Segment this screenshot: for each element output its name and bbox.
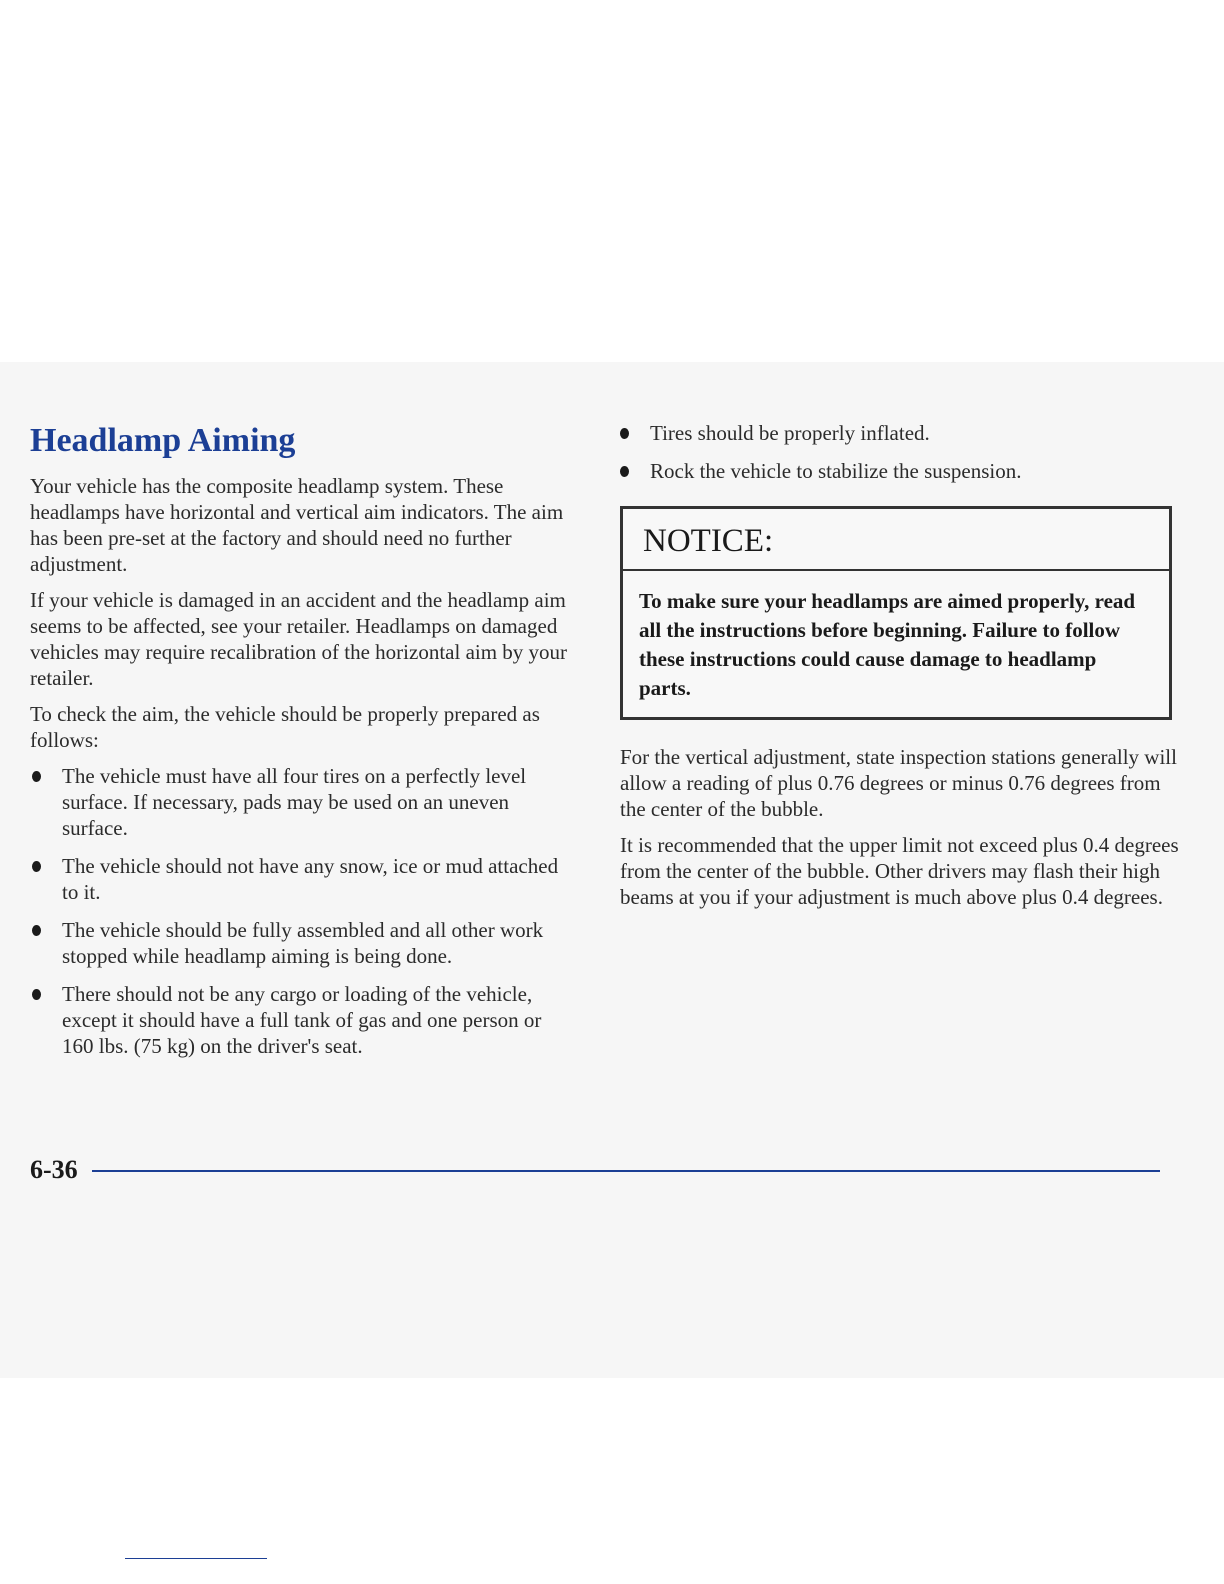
left-column — [30, 422, 575, 1071]
list-item — [30, 917, 575, 969]
bullet-icon — [32, 925, 41, 936]
list-item-text: There should not be any cargo or loading of the vehicle, except it should have a full tank of gas and one person or 160 lbs. (75 kg) on the driver's seat. — [62, 982, 542, 1059]
list-item-text: The vehicle must have all four tires on a perfectly level surface. If necessary, pads may be used on an uneven surface. — [62, 764, 527, 841]
vertical-adjustment-paragraph: For the vertical adjustment, state inspection stations generally will allow a reading of plus 0.76 degrees or minus 0.76 degrees from the center of the bubble. — [620, 745, 1177, 822]
bullet-icon — [620, 428, 629, 439]
bullet-icon — [620, 466, 629, 477]
bullet-icon — [32, 989, 41, 1000]
list-item — [620, 420, 1180, 446]
list-item — [30, 853, 575, 905]
right-column — [620, 420, 1180, 920]
notice-title: NOTICE: — [623, 509, 1169, 571]
list-item — [620, 458, 1180, 484]
prepare-paragraph: To check the aim, the vehicle should be properly prepared as follows: — [30, 702, 540, 753]
damage-paragraph: If your vehicle is damaged in an accident and the headlamp aim seems to be affected, see your retailer. Headlamps on damaged vehicles may require recalibration of the horizontal aim by your retailer. — [30, 588, 568, 691]
notice-box — [620, 506, 1172, 720]
page-number: 6-36 — [30, 1155, 78, 1184]
notice-body: To make sure your headlamps are aimed properly, read all the instructions before beginning. Failure to follow these instructions could cause damage to headlamp parts. — [639, 589, 1136, 701]
list-item-text: Rock the vehicle to stabilize the suspension. — [650, 459, 1022, 483]
adjustment-text — [620, 744, 1180, 910]
section-heading: Headlamp Aiming — [30, 422, 296, 459]
bullet-icon — [32, 861, 41, 872]
list-item-text: Tires should be properly inflated. — [650, 421, 930, 445]
list-item — [30, 763, 575, 841]
intro-paragraph: Your vehicle has the composite headlamp system. These headlamps have horizontal and vertical aim indicators. The aim has been pre-set at the factory and should need no further adjustment. — [30, 474, 564, 577]
footer-rule — [92, 1170, 1160, 1172]
list-item-text: The vehicle should be fully assembled and all other work stopped while headlamp aiming is being done. — [62, 918, 544, 969]
bottom-divider — [125, 1558, 267, 1559]
list-item-text: The vehicle should not have any snow, ice or mud attached to it. — [62, 854, 559, 905]
bullet-icon — [32, 771, 41, 782]
preparation-list — [30, 763, 575, 1059]
preparation-list-continued — [620, 420, 1180, 484]
upper-limit-paragraph: It is recommended that the upper limit not exceed plus 0.4 degrees from the center of the bubble. Other drivers may flash their high beams at you if your adjustment is much above plus 0.4 degrees. — [620, 833, 1179, 910]
list-item — [30, 981, 575, 1059]
